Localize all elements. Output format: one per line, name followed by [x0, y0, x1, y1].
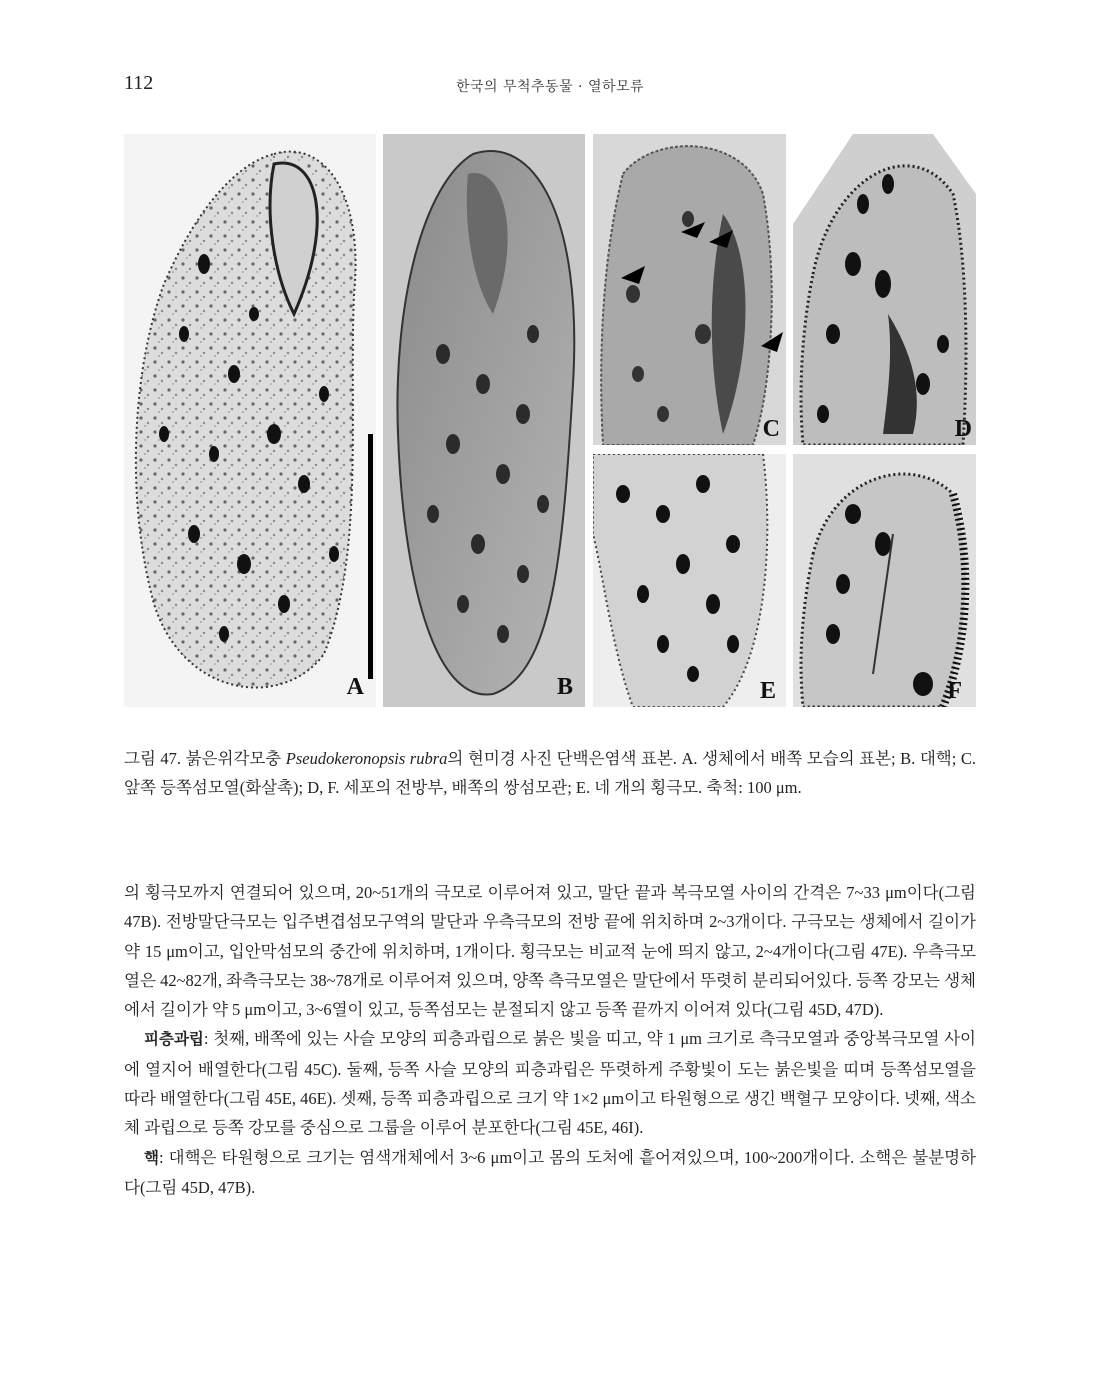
- panel-label-d: D: [954, 416, 972, 442]
- panel-c: [593, 134, 786, 445]
- figure-47: [124, 134, 976, 707]
- paragraph-3: [124, 1143, 976, 1203]
- running-head: 한국의 무척추동물 · 열하모류: [455, 79, 645, 95]
- panel-label-a: A: [346, 674, 364, 700]
- panel-a: [124, 134, 376, 707]
- panel-d: [793, 134, 976, 445]
- panel-e: [593, 454, 786, 707]
- keyword-nucleus: 핵: [144, 1148, 159, 1167]
- caption-rest: 의 현미경 사진 단백은염색 표본. A. 생체에서 배쪽 모습의 표본; B. 대핵; C. 앞쪽 등쪽섬모열(화살촉); D, F. 세포의 전방부, 배쪽의 쌍섬모관; E. 네 개의 횡극모. 축척: 100 μm.: [124, 749, 977, 797]
- paragraph-1: 의 횡극모까지 연결되어 있으며, 20~51개의 극모로 이루어져 있고, 말단 끝과 복극모열 사이의 간격은 7~33 μm이다(그림 47B). 전방말단극모는 입주변겹섬모구역의 말단과 우측극모의 전방 끝에 위치하며 2~3개이다. 구극모는 생체에서 길이가 약 15 μm이고, 입안막섬모의 중간에 위치하며, 1개이다. 횡극모는 비교적 눈에 띄지 않고, 2~4개이다(그림 47E). 우측극모열은 42~82개, 좌측극모는 38~78개로 이루어져 있으며, 양쪽 측극모열은 말단에서 뚜렷히 분리되어있다. 등쪽 강모는 생체에서 길이가 약 5 μm이고, 3~6열이 있고, 등쪽섬모는 분절되지 않고 등쪽 끝까지 이어져 있다(그림 45D, 47D).: [124, 883, 976, 1020]
- page-number: 112: [124, 72, 154, 94]
- panel-a-micrograph: [124, 134, 376, 707]
- panel-c-micrograph: [593, 134, 786, 445]
- panel-e-micrograph: [593, 454, 786, 707]
- body-text: [124, 878, 976, 1202]
- panel-label-c: C: [762, 416, 780, 442]
- panel-label-e: E: [759, 678, 776, 704]
- panel-d-micrograph: [793, 134, 976, 445]
- panel-b: [383, 134, 585, 707]
- keyword-cortical-granules: 피층과립: [144, 1030, 204, 1049]
- panel-f: [793, 454, 976, 707]
- panel-b-micrograph: [383, 134, 585, 707]
- figure-caption: [124, 744, 976, 802]
- panel-f-micrograph: [793, 454, 976, 707]
- caption-prefix: 그림 47. 붉은위각모충: [124, 749, 286, 768]
- panel-label-b: B: [556, 674, 573, 700]
- paragraph-2-text: : 첫째, 배쪽에 있는 사슬 모양의 피층과립으로 붉은 빛을 띠고, 약 1 μm 크기로 측극모열과 중앙복극모열 사이에 열지어 배열한다(그림 45C). 둘째, 등쪽 사슬 모양의 피층과립은 뚜렷하게 주황빛이 도는 붉은빛을 띠며 등쪽섬모열을 따라 배열한다(그림 45E, 46E). 셋째, 등쪽 피층과립으로 크기 약 1×2 μm이고 타원형으로 생긴 백혈구 모양이다. 넷째, 색소체 과립으로 등쪽 강모를 중심으로 그룹을 이루어 분포한다(그림 45E, 46I).: [124, 1029, 976, 1138]
- paragraph-3-text: : 대핵은 타원형으로 크기는 염색개체에서 3~6 μm이고 몸의 도처에 흩어져있으며, 100~200개이다. 소핵은 불분명하다(그림 45D, 47B).: [124, 1147, 976, 1197]
- paragraph-2: [124, 1024, 976, 1142]
- caption-species: Pseudokeronopsis rubra: [285, 749, 448, 768]
- panel-label-f: F: [947, 678, 962, 704]
